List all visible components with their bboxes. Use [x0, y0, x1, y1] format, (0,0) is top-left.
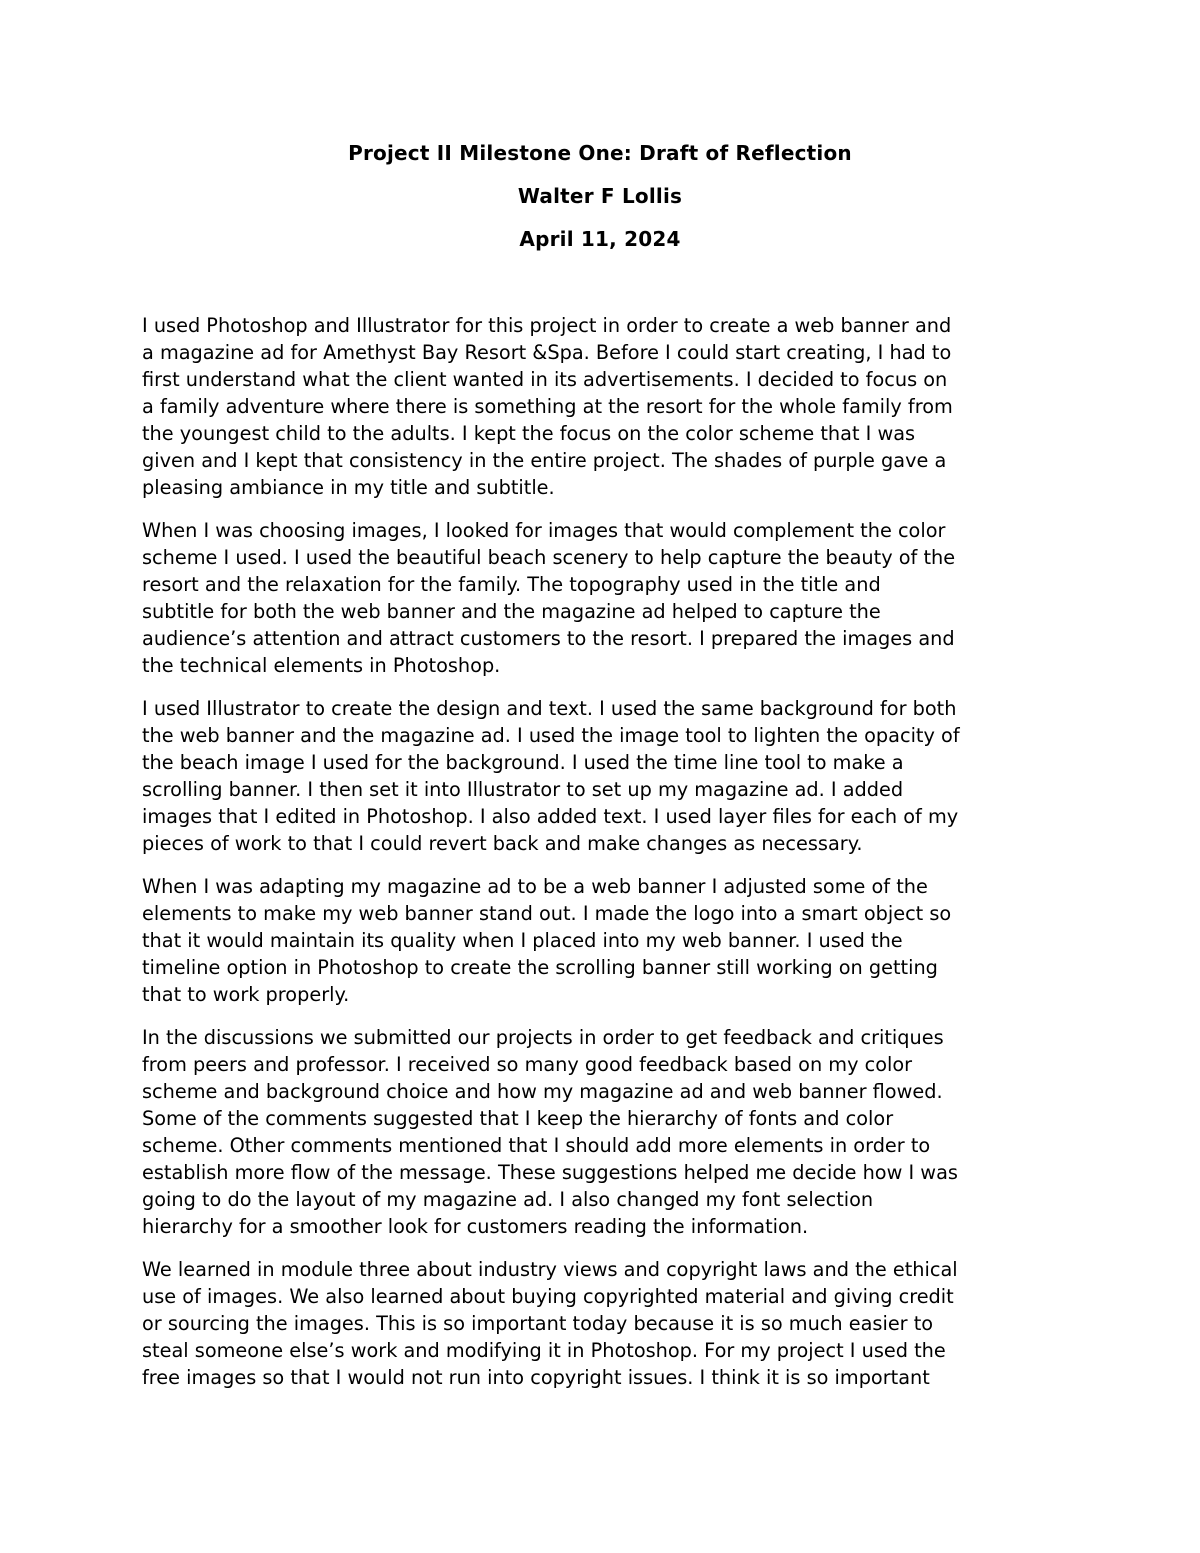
paragraph: I used Photoshop and Illustrator for this project in order to create a web banner and a magazine ad for Amethyst Bay Resort &Spa. Before I could start creating, I had to first understand what the client wanted in its advertisements. I decided to focus on a family adventure where there is something at the resort for the whole family from the youngest child to the adults. I kept the focus on the color scheme that I was given and I kept that consistency in the entire project. The shades of purple gave a pleasing ambiance in my title and subtitle. — [142, 314, 953, 499]
document-date: April 11, 2024 — [519, 227, 681, 251]
document-author: Walter F Lollis — [517, 184, 683, 208]
paragraph: When I was adapting my magazine ad to be a web banner I adjusted some of the elements to make my web banner stand out. I made the logo into a smart object so that it would maintain its quality when I placed into my web banner. I used the timeline option in Photoshop to create the scrolling banner still working on getting that to work properly. — [142, 875, 952, 1006]
paragraph: I used Illustrator to create the design and text. I used the same background for both the web banner and the magazine ad. I used the image tool to lighten the opacity of the beach image I used for the background. I used the time line tool to make a scrolling banner. I then set it into Illustrator to set up my magazine ad. I added images that I edited in Photoshop. I also added text. I used layer files for each of my pieces of work to that I could revert back and make changes as necessary. — [142, 697, 960, 855]
document-body — [142, 312, 1072, 1407]
paragraph: We learned in module three about industry views and copyright laws and the ethical use of images. We also learned about buying copyrighted material and giving credit or sourcing the images. This is so important today because it is so much easier to steal someone else’s work and modifying it in Photoshop. For my project I used the free images so that I would not run into copyright issues. I think it is so important — [142, 1258, 958, 1389]
document-title: Project II Milestone One: Draft of Reflection — [348, 141, 852, 165]
paragraph: When I was choosing images, I looked for images that would complement the color scheme I used. I used the beautiful beach scenery to help capture the beauty of the resort and the relaxation for the family. The topography used in the title and subtitle for both the web banner and the magazine ad helped to capture the audience’s attention and attract customers to the resort. I prepared the images and the technical elements in Photoshop. — [142, 519, 956, 677]
document-header — [0, 140, 1200, 269]
paragraph: In the discussions we submitted our projects in order to get feedback and critiques from peers and professor. I received so many good feedback based on my color scheme and background choice and how my magazine ad and web banner flowed. Some of the comments suggested that I keep the hierarchy of fonts and color scheme. Other comments mentioned that I should add more elements in order to establish more flow of the message. These suggestions helped me decide how I was going to do the layout of my magazine ad. I also changed my font selection hierarchy for a smoother look for customers reading the information. — [142, 1026, 958, 1238]
